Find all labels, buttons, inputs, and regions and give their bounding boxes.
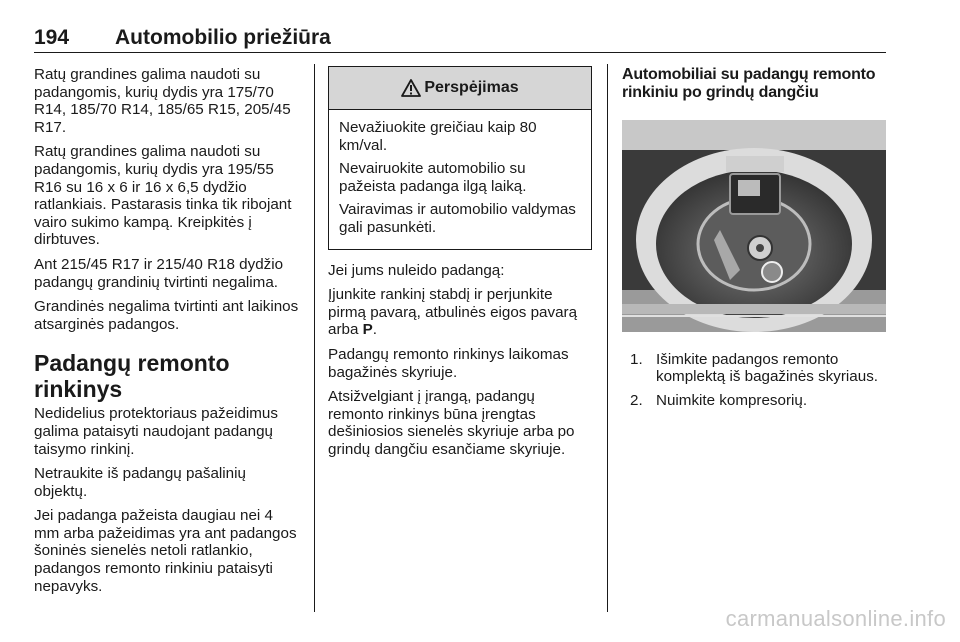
subsection-heading: Automobiliai su padangų remonto rinkiniu po grindų dangčiu [622, 66, 876, 101]
paragraph: Padangų remonto rinkinys laikomas bagažinės skyriuje. [328, 345, 569, 381]
column-right [622, 66, 886, 415]
paragraph: Ant 215/45 R17 ir 215/40 R18 dydžio padangų grandinių tvirtinti negalima. [34, 255, 284, 291]
page-number: 194 [34, 26, 70, 49]
paragraph: Nedidelius protektoriaus pažeidimus galima pataisyti naudojant padangų taisymo rinkinį. [34, 405, 278, 458]
paragraph: Grandinės negalima tvirtinti ant laikinos atsarginės padangos. [34, 298, 299, 333]
column-divider-2 [607, 64, 608, 612]
chapter-title: Automobilio priežiūra [115, 26, 331, 49]
paragraph: Įjunkite rankinį stabdį ir perjunkite pirmą pavarą, atbulinės eigos pavarą arba P. [328, 286, 578, 339]
paragraph: Atsižvelgiant į įrangą, padangų remonto rinkinys būna įrengtas dešiniosios sienelės skyriuje arba po grindų dangčiu esančiame skyriuje. [328, 388, 575, 458]
gear-letter: P [362, 321, 373, 339]
warning-text: Nevažiuokite greičiau kaip 80 km/val. [339, 119, 537, 154]
warning-text: Nevairuokite automobilio su pažeista padanga ilgą laiką. [339, 160, 527, 195]
column-left [34, 66, 302, 602]
step-number: 2. [630, 391, 643, 409]
warning-header [329, 67, 591, 110]
paragraph: Ratų grandines galima naudoti su padangomis, kurių dydis yra 195/55 R16 su 16 x 6 ir 16 x 6,5 dydžio ratlankiais. Pastarasis tinka tik ribojant vairo sukimo kampą. Kreipkitės į dirbtuves. [34, 143, 292, 249]
list-item [622, 392, 886, 410]
watermark: carmanualsonline.info [725, 606, 946, 631]
paragraph: Jei jums nuleido padangą: [328, 261, 505, 279]
step-text: Nuimkite kompresorių. [656, 391, 808, 409]
paragraph: Netraukite iš padangų pašalinių objektų. [34, 465, 246, 500]
section-heading: Padangų remonto rinkinys [34, 350, 230, 403]
step-number: 1. [630, 350, 643, 368]
page-header [34, 26, 886, 53]
list-item [622, 351, 886, 386]
warning-body [329, 110, 591, 249]
warning-title: Perspėjimas [424, 79, 519, 97]
warning-text: Vairavimas ir automobilio valdymas gali pasunkėti. [339, 201, 576, 236]
step-list [622, 351, 886, 410]
column-divider-1 [314, 64, 315, 612]
step-text: Išimkite padangos remonto komplektą iš bagažinės skyriaus. [656, 350, 879, 386]
paragraph: Jei padanga pažeista daugiau nei 4 mm arba pažeidimas yra ant padangos šoninės sienelės netoli ratlankio, padangos remonto rinkiniu pataisyti nepavyks. [34, 507, 297, 595]
warning-triangle-icon [401, 79, 421, 97]
tire-repair-kit-photo [622, 120, 886, 332]
column-middle [328, 66, 592, 466]
warning-box [328, 66, 592, 250]
paragraph: Ratų grandines galima naudoti su padangomis, kurių dydis yra 175/70 R14, 185/70 R14, 185/65 R15, 205/45 R17. [34, 66, 291, 136]
